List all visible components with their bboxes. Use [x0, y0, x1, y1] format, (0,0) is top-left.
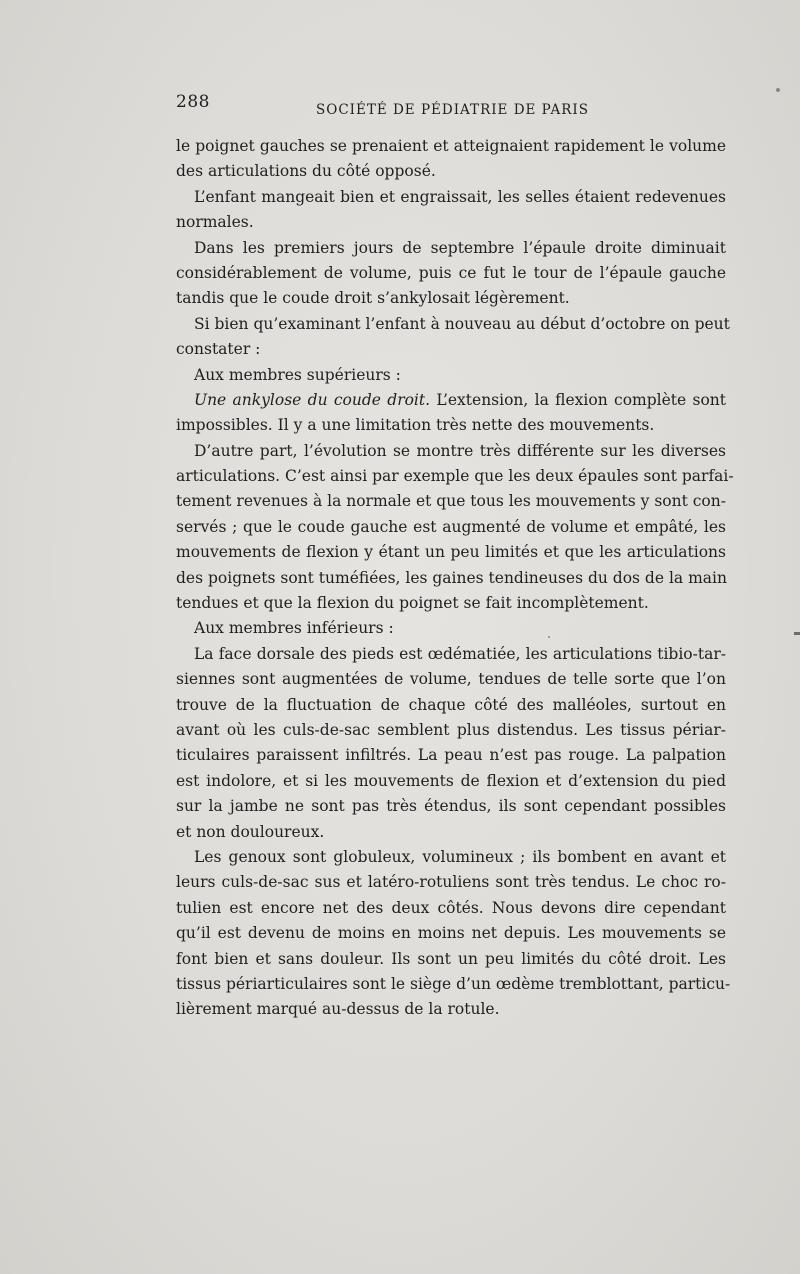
text-line: est indolore, et si les mouvements de flexion et d’extension du pied: [176, 771, 726, 790]
text-line: constater :: [176, 340, 261, 359]
text-line: qu’il est devenu de moins en moins net depuis. Les mouvements se: [176, 924, 726, 943]
text-line: et non douloureux.: [176, 822, 325, 841]
running-title: SOCIÉTÉ DE PÉDIATRIE DE PARIS: [316, 102, 590, 118]
text-line: siennes sont augmentées de volume, tendues de telle sorte que l’on: [176, 670, 726, 689]
text-line: Dans les premiers jours de septembre l’épaule droite diminuait: [194, 238, 726, 257]
text-line: tulien est encore net des deux côtés. Nous devons dire cependant: [176, 898, 726, 917]
text-line: leurs culs-de-sac sus et latéro-rotuliens sont très tendus. Le choc ro-: [176, 873, 726, 892]
text-line: trouve de la fluctuation de chaque côté des malléoles, surtout en: [176, 695, 726, 714]
text-line: tissus périarticulaires sont le siège d’un œdème tremblottant, particu-: [176, 974, 731, 993]
text-line: impossibles. Il y a une limitation très nette des mouvements.: [176, 416, 655, 435]
text-line: font bien et sans douleur. Ils sont un peu limités du côté droit. Les: [176, 949, 726, 968]
text-line: sur la jambe ne sont pas très étendus, ils sont cependant possibles: [176, 797, 726, 816]
text-line: [176, 388, 726, 413]
paper-edge-mark: [794, 632, 800, 635]
body-text: [176, 134, 734, 1023]
text-line: tendues et que la flexion du poignet se fait incomplètement.: [176, 594, 649, 613]
italic-phrase: Une ankylose du coude droit.: [194, 390, 431, 409]
text-line: Les genoux sont globuleux, volumineux ; ils bombent en avant et: [194, 847, 726, 866]
text-line: tement revenues à la normale et que tous les mouvements y sont con-: [176, 492, 726, 511]
text-line: tandis que le coude droit s’ankylosait légèrement.: [176, 289, 570, 308]
text-line: normales.: [176, 213, 254, 232]
text-line: articulations. C’est ainsi par exemple que les deux épaules sont parfai-: [176, 467, 734, 486]
text-line: D’autre part, l’évolution se montre très différente sur les diverses: [194, 441, 726, 460]
paper-speck: [548, 636, 550, 638]
text-line: ticulaires paraissent infiltrés. La peau n’est pas rouge. La palpation: [176, 746, 726, 765]
text-line: le poignet gauches se prenaient et atteignaient rapidement le volume: [176, 137, 726, 155]
text-line: Si bien qu’examinant l’enfant à nouveau au début d’octobre on peut: [194, 314, 730, 333]
text-line: des poignets sont tuméfiées, les gaines tendineuses du dos de la main: [176, 568, 727, 587]
line-text: L’extension, la flexion complète sont: [430, 390, 726, 409]
text-line: lièrement marqué au-dessus de la rotule.: [176, 1000, 500, 1019]
text-line: des articulations du côté opposé.: [176, 162, 436, 181]
text-line: servés ; que le coude gauche est augmenté de volume et empâté, les: [176, 517, 726, 536]
text-line: mouvements de flexion y étant un peu limités et que les articulations: [176, 543, 726, 562]
text-line: L’enfant mangeait bien et engraissait, les selles étaient redevenues: [194, 187, 726, 206]
text-line: Aux membres inférieurs :: [194, 619, 394, 638]
text-line: avant où les culs-de-sac semblent plus distendus. Les tissus périar-: [176, 720, 726, 739]
text-line: Aux membres supérieurs :: [194, 365, 401, 384]
page-number: 288: [176, 92, 210, 112]
text-line: La face dorsale des pieds est œdématiée, les articulations tibio-tar-: [194, 644, 726, 663]
paper-speck: [776, 88, 780, 92]
text-line: considérablement de volume, puis ce fut le tour de l’épaule gauche: [176, 263, 726, 282]
